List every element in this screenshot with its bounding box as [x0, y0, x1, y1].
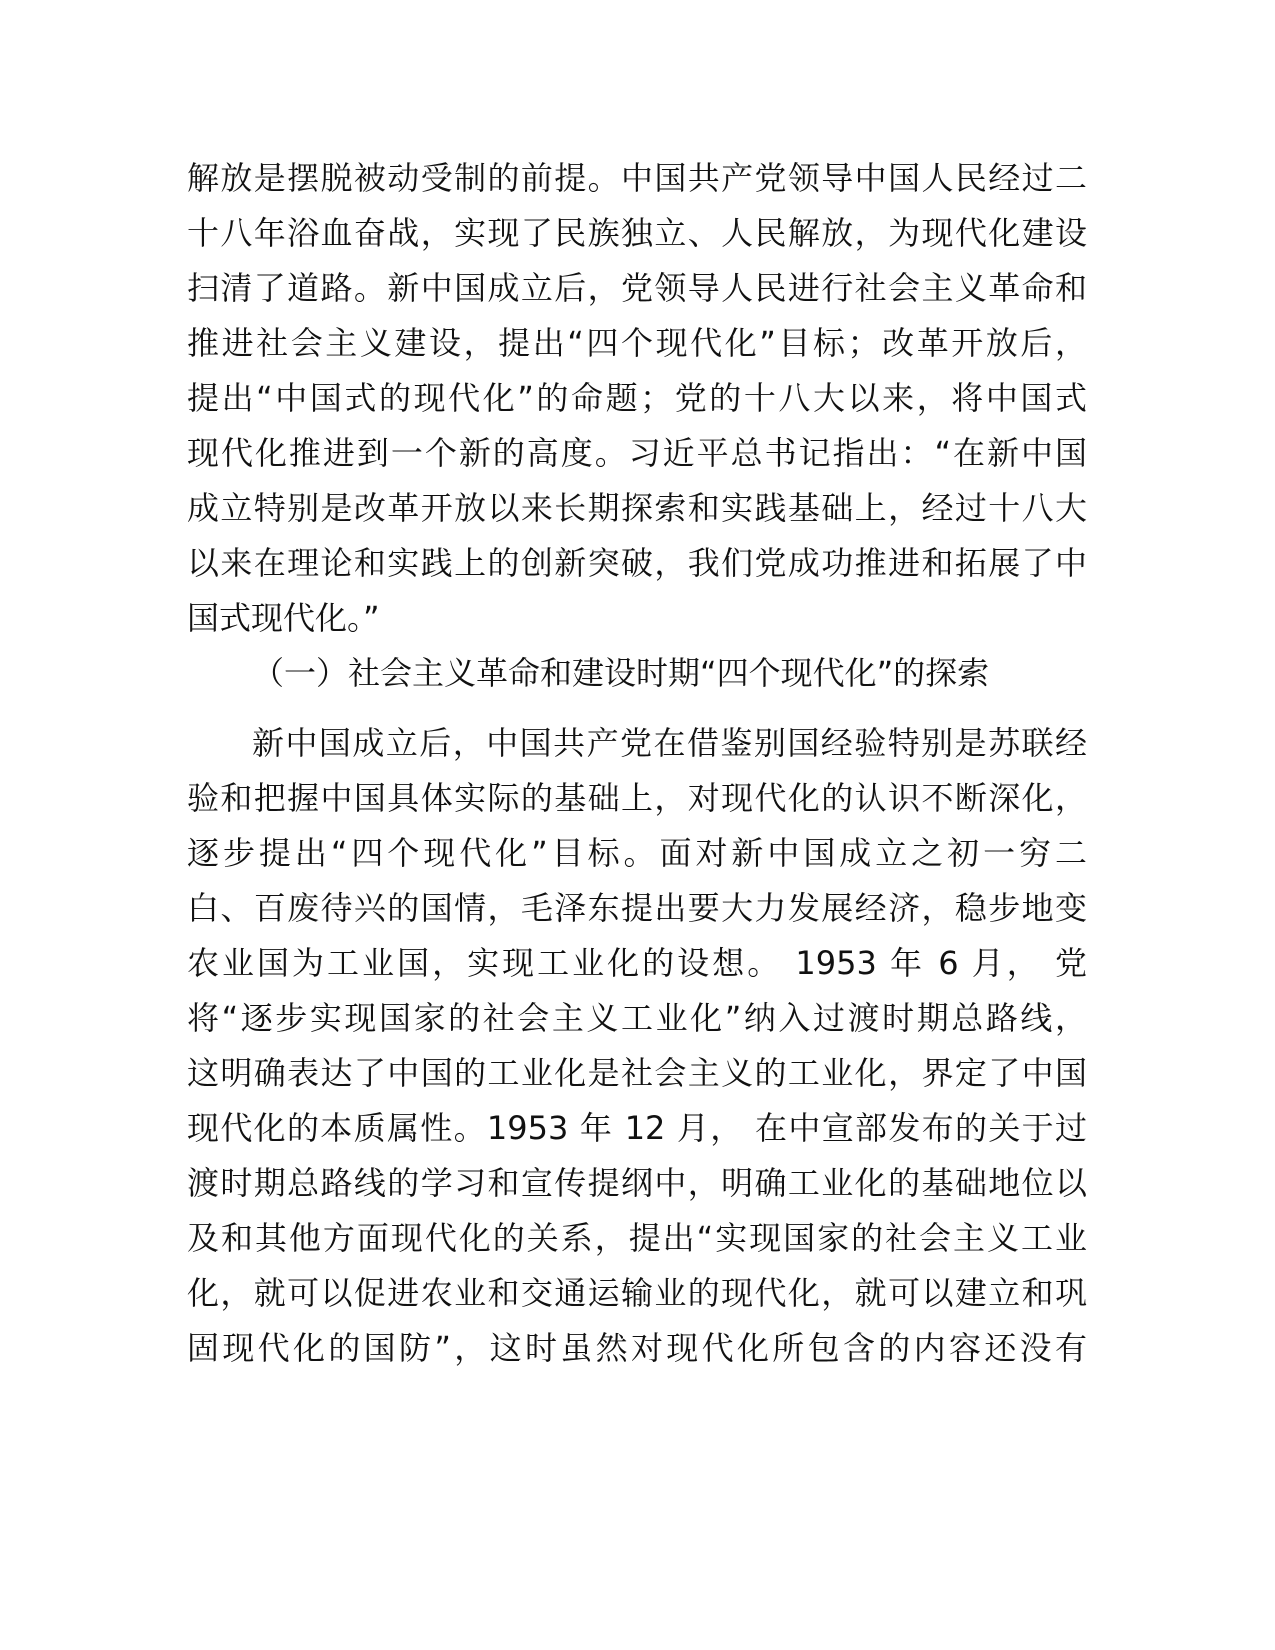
- paragraph2-line-4: 白、百废待兴的国情，毛泽东提出要大力发展经济，稳步地变: [187, 889, 1087, 927]
- paragraph1-line-4: 推进社会主义建设，提出“四个现代化”目标；改革开放后，: [187, 324, 1087, 362]
- paragraph2-line-12: 固现代化的国防”，这时虽然对现代化所包含的内容还没有: [187, 1329, 1087, 1367]
- paragraph2-line-7: 这明确表达了中国的工业化是社会主义的工业化，界定了中国: [187, 1054, 1087, 1092]
- paragraph1-line-3: 扫清了道路。新中国成立后，党领导人民进行社会主义革命和: [187, 269, 1087, 307]
- paragraph1-line-1: 解放是摆脱被动受制的前提。中国共产党领导中国人民经过二: [187, 159, 1087, 197]
- paragraph2-line-3: 逐步提出“四个现代化”目标。面对新中国成立之初一穷二: [187, 834, 1087, 872]
- paragraph2-line-11: 化，就可以促进农业和交通运输业的现代化，就可以建立和巩: [187, 1274, 1087, 1312]
- paragraph1-line-2: 十八年浴血奋战，实现了民族独立、人民解放，为现代化建设: [187, 214, 1087, 252]
- section-heading: （一）社会主义革命和建设时期“四个现代化”的探索: [252, 654, 990, 692]
- paragraph1-line-8: 以来在理论和实践上的创新突破，我们党成功推进和拓展了中: [187, 544, 1087, 582]
- paragraph2-line-5: 农业国为工业国，实现工业化的设想。 1953 年 6 月， 党: [187, 944, 1087, 982]
- paragraph2-line-2: 验和把握中国具体实际的基础上，对现代化的认识不断深化，: [187, 779, 1087, 817]
- paragraph1-line-9: 国式现代化。”: [187, 599, 380, 637]
- paragraph2-line-9: 渡时期总路线的学习和宣传提纲中，明确工业化的基础地位以: [187, 1164, 1087, 1202]
- paragraph2-line-10: 及和其他方面现代化的关系，提出“实现国家的社会主义工业: [187, 1219, 1087, 1257]
- paragraph2-line-1: 新中国成立后，中国共产党在借鉴别国经验特别是苏联经: [252, 724, 1087, 762]
- paragraph1-line-6: 现代化推进到一个新的高度。习近平总书记指出：“在新中国: [187, 434, 1087, 472]
- paragraph1-line-7: 成立特别是改革开放以来长期探索和实践基础上，经过十八大: [187, 489, 1087, 527]
- paragraph2-line-6: 将“逐步实现国家的社会主义工业化”纳入过渡时期总路线，: [187, 999, 1087, 1037]
- paragraph2-line-8: 现代化的本质属性。1953 年 12 月， 在中宣部发布的关于过: [187, 1109, 1087, 1147]
- paragraph1-line-5: 提出“中国式的现代化”的命题；党的十八大以来，将中国式: [187, 379, 1087, 417]
